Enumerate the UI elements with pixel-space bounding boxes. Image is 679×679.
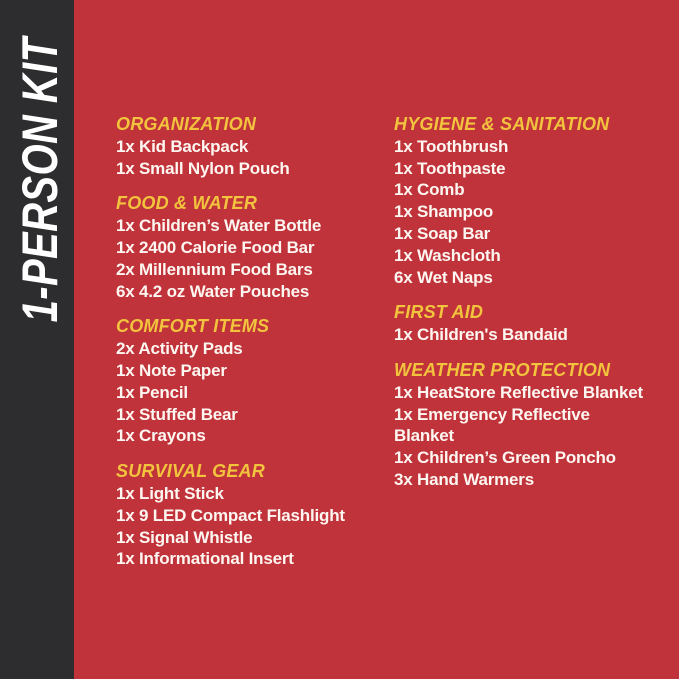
section-title: COMFORT ITEMS <box>116 316 270 337</box>
section-title: FIRST AID <box>394 302 484 323</box>
section-title: WEATHER PROTECTION <box>394 359 611 380</box>
kit-section <box>394 302 679 346</box>
kit-item: 3x Hand Warmers <box>394 469 534 489</box>
section-title: FOOD & WATER <box>116 193 258 214</box>
kit-item: 1x Children's Bandaid <box>394 325 568 345</box>
kit-item: 2x Activity Pads <box>116 339 243 359</box>
kit-item: 1x Note Paper <box>116 360 227 380</box>
kit-item: 2x Millennium Food Bars <box>116 259 313 279</box>
kit-title: 1-PERSON KIT <box>12 37 68 323</box>
kit-item: 6x Wet Naps <box>394 267 493 287</box>
kit-section <box>394 114 679 288</box>
kit-item: 1x 2400 Calorie Food Bar <box>116 237 315 257</box>
kit-item-continuation: Blanket <box>394 426 455 446</box>
kit-item: 1x Informational Insert <box>116 549 294 569</box>
kit-item: 1x Small Nylon Pouch <box>116 158 290 178</box>
kit-section <box>116 114 394 179</box>
column-right <box>394 114 679 491</box>
kit-item: 1x Light Stick <box>116 483 224 503</box>
kit-item: 1x Pencil <box>116 382 188 402</box>
kit-item: 6x 4.2 oz Water Pouches <box>116 281 310 301</box>
kit-item: 1x Soap Bar <box>394 223 491 243</box>
section-title: HYGIENE & SANITATION <box>394 114 610 134</box>
kit-item: 1x Toothbrush <box>394 136 509 156</box>
kit-item: 1x Toothpaste <box>394 158 506 178</box>
column-left <box>116 114 394 570</box>
kit-item: 1x Comb <box>394 180 465 200</box>
kit-item: 1x Stuffed Bear <box>116 404 238 424</box>
kit-item: 1x Emergency Reflective <box>394 404 590 424</box>
kit-item: 1x Signal Whistle <box>116 527 253 547</box>
kit-section <box>116 461 394 570</box>
section-title: ORGANIZATION <box>116 114 257 134</box>
kit-item: 1x Shampoo <box>394 202 494 222</box>
kit-item: 1x Washcloth <box>394 245 501 265</box>
kit-section <box>116 193 394 302</box>
kit-item: 1x Kid Backpack <box>116 136 249 156</box>
kit-section <box>394 360 679 491</box>
kit-item: 1x HeatStore Reflective Blanket <box>394 382 643 402</box>
kit-item: 1x Children’s Green Poncho <box>394 448 616 468</box>
section-title: SURVIVAL GEAR <box>116 461 265 482</box>
kit-item: 1x Children’s Water Bottle <box>116 216 322 236</box>
kit-section <box>116 316 394 447</box>
kit-item: 1x Crayons <box>116 426 206 446</box>
kit-item: 1x 9 LED Compact Flashlight <box>116 505 345 525</box>
